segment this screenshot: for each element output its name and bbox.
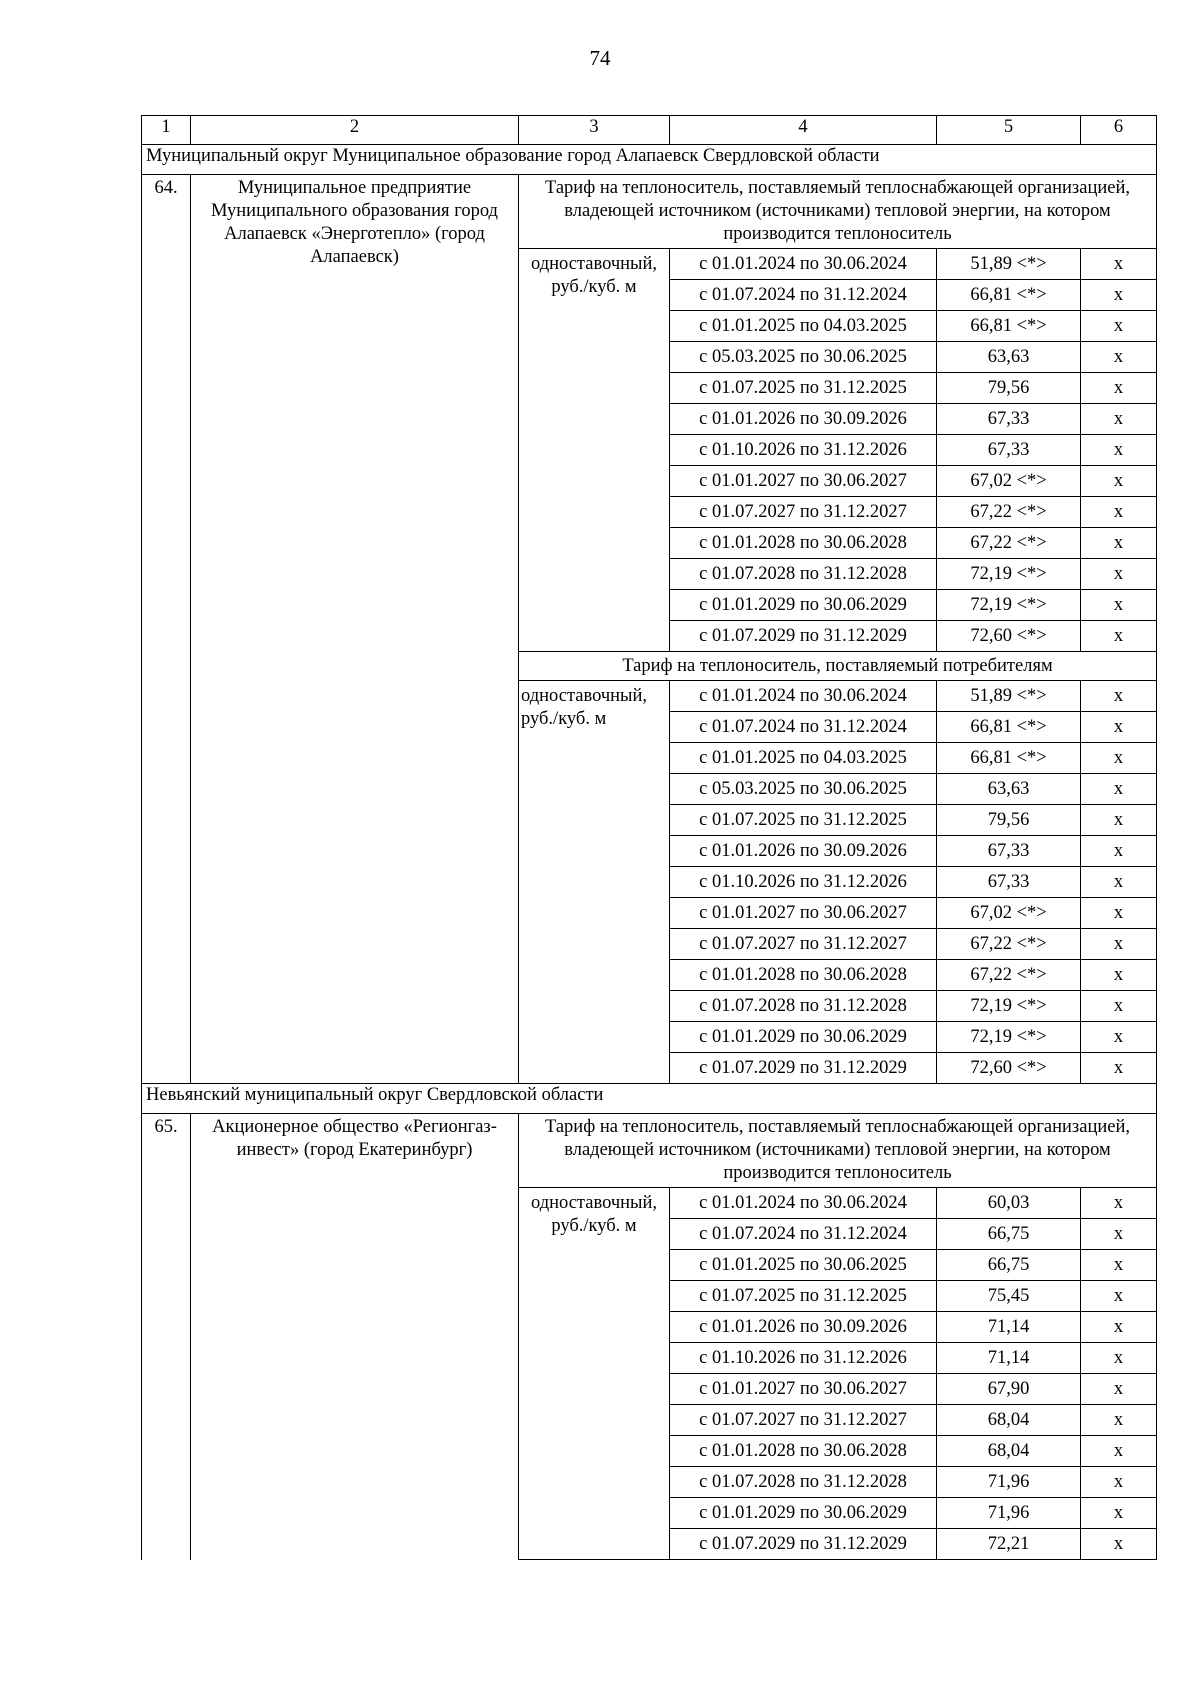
tariff-value-cell: 79,56 [937,805,1081,836]
period-cell: с 01.01.2024 по 30.06.2024 [670,681,937,712]
region-row [142,1084,1157,1114]
note-cell: x [1081,1281,1157,1312]
tariff-title: Тариф на теплоноситель, поставляемый теплоснабжающей организацией, владеющей источником (источниками) тепловой энергии, на котором производится теплоноситель [519,175,1157,249]
note-cell: x [1081,1188,1157,1219]
note-cell: x [1081,280,1157,311]
tariff-value-cell: 79,56 [937,373,1081,404]
tariff-value-cell: 72,21 [937,1529,1081,1560]
column-header: 5 [937,116,1081,145]
tariff-value-cell: 67,02 <*> [937,466,1081,497]
tariff-value-cell: 67,22 <*> [937,497,1081,528]
note-cell: x [1081,590,1157,621]
period-cell: с 01.01.2027 по 30.06.2027 [670,466,937,497]
tariff-value-cell: 66,81 <*> [937,311,1081,342]
tariff-value-cell: 72,19 <*> [937,590,1081,621]
note-cell: x [1081,1405,1157,1436]
region-name: Муниципальный округ Муниципальное образование город Алапаевск Свердловской области [142,145,1157,175]
period-cell: с 01.07.2029 по 31.12.2029 [670,1529,937,1560]
period-cell: с 01.01.2028 по 30.06.2028 [670,960,937,991]
period-cell: с 01.07.2025 по 31.12.2025 [670,805,937,836]
note-cell: x [1081,712,1157,743]
tariff-value-cell: 71,14 [937,1312,1081,1343]
tariff-value-cell: 71,14 [937,1343,1081,1374]
note-cell: x [1081,1467,1157,1498]
period-cell: с 01.07.2028 по 31.12.2028 [670,1467,937,1498]
entry-number: 65. [142,1114,191,1560]
tariff-value-cell: 66,75 [937,1250,1081,1281]
note-cell: x [1081,1312,1157,1343]
period-cell: с 01.10.2026 по 31.12.2026 [670,1343,937,1374]
period-cell: с 01.01.2027 по 30.06.2027 [670,898,937,929]
tariff-value-cell: 75,45 [937,1281,1081,1312]
tariff-title-row [142,1114,1157,1188]
tariff-table [141,115,1157,1560]
note-cell: x [1081,528,1157,559]
note-cell: x [1081,743,1157,774]
period-cell: с 05.03.2025 по 30.06.2025 [670,774,937,805]
tariff-value-cell: 63,63 [937,774,1081,805]
tariff-value-cell: 60,03 [937,1188,1081,1219]
tariff-value-cell: 68,04 [937,1436,1081,1467]
column-header: 4 [670,116,937,145]
tariff-value-cell: 67,02 <*> [937,898,1081,929]
tariff-value-cell: 72,19 <*> [937,991,1081,1022]
period-cell: с 01.01.2029 по 30.06.2029 [670,1498,937,1529]
period-cell: с 01.07.2028 по 31.12.2028 [670,991,937,1022]
note-cell: x [1081,991,1157,1022]
period-cell: с 01.07.2024 по 31.12.2024 [670,712,937,743]
tariff-title: Тариф на теплоноситель, поставляемый потребителям [519,652,1157,681]
period-cell: с 01.01.2026 по 30.09.2026 [670,836,937,867]
period-cell: с 01.01.2028 по 30.06.2028 [670,528,937,559]
tariff-value-cell: 72,19 <*> [937,1022,1081,1053]
note-cell: x [1081,898,1157,929]
tariff-value-cell: 68,04 [937,1405,1081,1436]
rate-type: одноставочный, руб./куб. м [519,681,670,1084]
note-cell: x [1081,404,1157,435]
column-header: 1 [142,116,191,145]
note-cell: x [1081,497,1157,528]
tariff-value-cell: 67,90 [937,1374,1081,1405]
period-cell: с 01.01.2028 по 30.06.2028 [670,1436,937,1467]
note-cell: x [1081,1219,1157,1250]
period-cell: с 01.07.2025 по 31.12.2025 [670,373,937,404]
note-cell: x [1081,1343,1157,1374]
note-cell: x [1081,836,1157,867]
period-cell: с 01.01.2029 по 30.06.2029 [670,590,937,621]
note-cell: x [1081,559,1157,590]
note-cell: x [1081,867,1157,898]
tariff-value-cell: 66,75 [937,1219,1081,1250]
period-cell: с 01.01.2024 по 30.06.2024 [670,1188,937,1219]
period-cell: с 01.01.2026 по 30.09.2026 [670,1312,937,1343]
period-cell: с 01.07.2027 по 31.12.2027 [670,1405,937,1436]
tariff-value-cell: 72,60 <*> [937,1053,1081,1084]
period-cell: с 01.01.2029 по 30.06.2029 [670,1022,937,1053]
note-cell: x [1081,249,1157,280]
period-cell: с 01.07.2024 по 31.12.2024 [670,280,937,311]
note-cell: x [1081,1250,1157,1281]
region-name: Невьянский муниципальный округ Свердловской области [142,1084,1157,1114]
tariff-value-cell: 72,19 <*> [937,559,1081,590]
tariff-value-cell: 66,81 <*> [937,743,1081,774]
note-cell: x [1081,774,1157,805]
tariff-value-cell: 63,63 [937,342,1081,373]
period-cell: с 01.07.2029 по 31.12.2029 [670,1053,937,1084]
note-cell: x [1081,373,1157,404]
period-cell: с 01.07.2027 по 31.12.2027 [670,497,937,528]
note-cell: x [1081,342,1157,373]
period-cell: с 01.01.2026 по 30.09.2026 [670,404,937,435]
period-cell: с 01.07.2029 по 31.12.2029 [670,621,937,652]
tariff-value-cell: 51,89 <*> [937,249,1081,280]
note-cell: x [1081,1498,1157,1529]
rate-type: одноставочный, руб./куб. м [519,1188,670,1560]
period-cell: с 01.01.2027 по 30.06.2027 [670,1374,937,1405]
note-cell: x [1081,929,1157,960]
period-cell: с 05.03.2025 по 30.06.2025 [670,342,937,373]
column-header: 6 [1081,116,1157,145]
tariff-value-cell: 67,33 [937,836,1081,867]
note-cell: x [1081,805,1157,836]
tariff-value-cell: 51,89 <*> [937,681,1081,712]
column-header: 2 [191,116,519,145]
organization-name: Муниципальное предприятие Муниципального образования город Алапаевск «Энерготепло» (город Алапаевск) [191,175,519,1084]
page-number: 74 [589,46,611,70]
tariff-value-cell: 66,81 <*> [937,280,1081,311]
rate-type: одноставочный, руб./куб. м [519,249,670,652]
tariff-value-cell: 67,33 [937,867,1081,898]
period-cell: с 01.01.2025 по 04.03.2025 [670,743,937,774]
period-cell: с 01.10.2026 по 31.12.2026 [670,867,937,898]
period-cell: с 01.10.2026 по 31.12.2026 [670,435,937,466]
note-cell: x [1081,435,1157,466]
organization-name: Акционерное общество «Регионгаз-инвест» (город Екатеринбург) [191,1114,519,1560]
period-cell: с 01.01.2025 по 30.06.2025 [670,1250,937,1281]
tariff-value-cell: 67,22 <*> [937,929,1081,960]
note-cell: x [1081,1436,1157,1467]
tariff-title: Тариф на теплоноситель, поставляемый теплоснабжающей организацией, владеющей источником (источниками) тепловой энергии, на котором производится теплоноситель [519,1114,1157,1188]
period-cell: с 01.07.2025 по 31.12.2025 [670,1281,937,1312]
tariff-value-cell: 67,22 <*> [937,528,1081,559]
note-cell: x [1081,681,1157,712]
note-cell: x [1081,1529,1157,1560]
tariff-value-cell: 67,22 <*> [937,960,1081,991]
note-cell: x [1081,466,1157,497]
note-cell: x [1081,1022,1157,1053]
period-cell: с 01.01.2024 по 30.06.2024 [670,249,937,280]
column-header-row [142,116,1157,145]
note-cell: x [1081,1374,1157,1405]
column-header: 3 [519,116,670,145]
note-cell: x [1081,1053,1157,1084]
region-row [142,145,1157,175]
note-cell: x [1081,311,1157,342]
period-cell: с 01.01.2025 по 04.03.2025 [670,311,937,342]
tariff-value-cell: 66,81 <*> [937,712,1081,743]
tariff-title-row [142,175,1157,249]
tariff-value-cell: 67,33 [937,435,1081,466]
tariff-value-cell: 71,96 [937,1498,1081,1529]
tariff-value-cell: 67,33 [937,404,1081,435]
entry-number: 64. [142,175,191,1084]
tariff-value-cell: 72,60 <*> [937,621,1081,652]
period-cell: с 01.07.2027 по 31.12.2027 [670,929,937,960]
period-cell: с 01.07.2024 по 31.12.2024 [670,1219,937,1250]
note-cell: x [1081,960,1157,991]
period-cell: с 01.07.2028 по 31.12.2028 [670,559,937,590]
tariff-value-cell: 71,96 [937,1467,1081,1498]
note-cell: x [1081,621,1157,652]
